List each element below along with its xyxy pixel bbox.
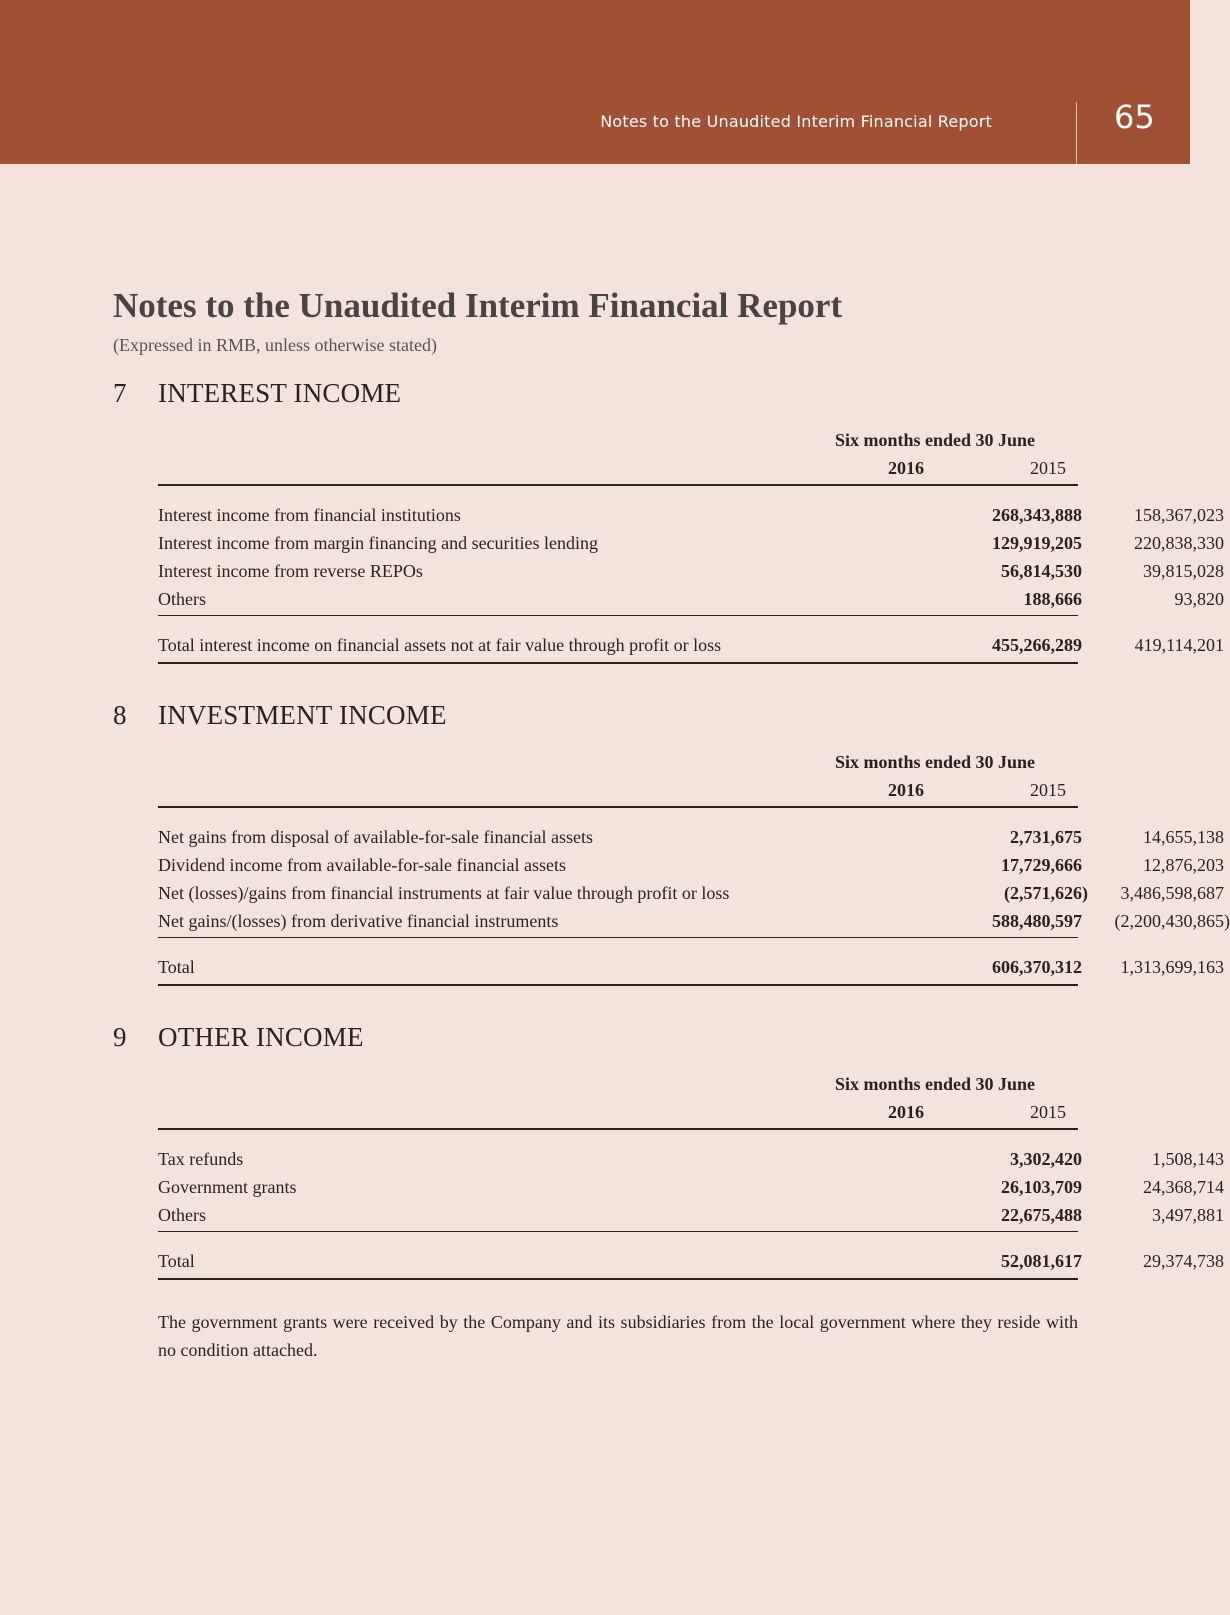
subtotal-rule	[158, 615, 1078, 616]
row-label: Others	[158, 589, 206, 609]
value-2015: (2,200,430,865)	[1114, 911, 1230, 931]
year-header-current: 2016	[888, 1102, 924, 1122]
section-title: INTEREST INCOME	[158, 378, 402, 408]
row-label: Dividend income from available-for-sale financial assets	[158, 855, 566, 875]
row-label: Others	[158, 1205, 206, 1225]
page-number: 65	[1114, 98, 1155, 136]
table-row	[158, 505, 1224, 533]
year-header-prior: 2015	[1030, 1102, 1066, 1122]
header-band	[0, 0, 1190, 164]
value-2015: 419,114,201	[1134, 635, 1224, 655]
total-rule	[158, 1278, 1078, 1280]
row-label: Total	[158, 957, 195, 977]
value-2015: 3,497,881	[1152, 1205, 1224, 1225]
value-2015: 1,508,143	[1152, 1149, 1224, 1169]
total-row	[158, 957, 1224, 985]
row-label: Interest income from reverse REPOs	[158, 561, 423, 581]
value-2015: 1,313,699,163	[1120, 957, 1224, 977]
value-2016: 268,343,888	[992, 505, 1082, 525]
page-title: Notes to the Unaudited Interim Financial Report	[113, 286, 843, 325]
value-2015: 12,876,203	[1143, 855, 1224, 875]
value-2016: 26,103,709	[1001, 1177, 1082, 1197]
value-2015: 24,368,714	[1143, 1177, 1224, 1197]
total-rule	[158, 662, 1078, 664]
table-rule	[158, 1128, 1078, 1130]
section-number: 7	[113, 378, 127, 408]
year-header-current: 2016	[888, 780, 924, 800]
value-2016: 588,480,597	[992, 911, 1082, 931]
row-label: Interest income from financial institutions	[158, 505, 461, 525]
section-number: 8	[113, 700, 127, 730]
row-label: Net (losses)/gains from financial instruments at fair value through profit or loss	[158, 883, 730, 903]
subtotal-rule	[158, 1231, 1078, 1232]
value-2015: 14,655,138	[1143, 827, 1224, 847]
row-label: Government grants	[158, 1177, 297, 1197]
header-divider	[1076, 102, 1077, 164]
table-row	[158, 827, 1224, 855]
year-header-current: 2016	[888, 458, 924, 478]
row-label: Total interest income on financial assets not at fair value through profit or loss	[158, 635, 722, 655]
section-number: 9	[113, 1022, 127, 1052]
row-label: Net gains from disposal of available-for-sale financial assets	[158, 827, 593, 847]
period-header: Six months ended 30 June	[834, 430, 1036, 450]
period-header: Six months ended 30 June	[834, 1074, 1036, 1094]
value-2015: 158,367,023	[1134, 505, 1224, 525]
table-row	[158, 1177, 1224, 1205]
value-2015: 220,838,330	[1134, 533, 1224, 553]
value-2016: 56,814,530	[1001, 561, 1082, 581]
page-subtitle: (Expressed in RMB, unless otherwise stated)	[113, 335, 437, 355]
value-2016: 17,729,666	[1001, 855, 1082, 875]
table-row	[158, 1149, 1224, 1177]
table-row	[158, 883, 1224, 911]
row-label: Total	[158, 1251, 195, 1271]
table-row	[158, 1205, 1224, 1233]
row-label: Interest income from margin financing and securities lending	[158, 533, 599, 553]
value-2016: 455,266,289	[992, 635, 1082, 655]
row-label: Net gains/(losses) from derivative financial instruments	[158, 911, 559, 931]
value-2016: (2,571,626)	[1004, 883, 1088, 903]
value-2016: 188,666	[1023, 589, 1082, 609]
table-row	[158, 911, 1230, 939]
value-2016: 22,675,488	[1001, 1205, 1082, 1225]
table-row	[158, 533, 1224, 561]
total-row	[158, 1251, 1224, 1279]
table-row	[158, 855, 1224, 883]
year-header-prior: 2015	[1030, 780, 1066, 800]
table-row	[158, 589, 1224, 617]
value-2015: 29,374,738	[1143, 1251, 1224, 1271]
table-rule	[158, 806, 1078, 808]
value-2016: 3,302,420	[1010, 1149, 1082, 1169]
value-2016: 606,370,312	[992, 957, 1082, 977]
subtotal-rule	[158, 937, 1078, 938]
period-header: Six months ended 30 June	[834, 752, 1036, 772]
year-header-prior: 2015	[1030, 458, 1066, 478]
value-2015: 3,486,598,687	[1120, 883, 1224, 903]
value-2016: 52,081,617	[1001, 1251, 1082, 1271]
row-label: Tax refunds	[158, 1149, 244, 1169]
note-paragraph: The government grants were received by the Company and its subsidiaries from the local government where they reside with no condition attached.	[158, 1312, 1078, 1360]
value-2016: 2,731,675	[1010, 827, 1082, 847]
total-row	[158, 635, 1224, 663]
table-rule	[158, 484, 1078, 486]
section-title: INVESTMENT INCOME	[158, 700, 447, 730]
value-2015: 39,815,028	[1143, 561, 1224, 581]
total-rule	[158, 984, 1078, 986]
value-2016: 129,919,205	[992, 533, 1082, 553]
running-header-title: Notes to the Unaudited Interim Financial Report	[600, 112, 992, 131]
value-2015: 93,820	[1174, 589, 1224, 609]
section-title: OTHER INCOME	[158, 1022, 364, 1052]
table-row	[158, 561, 1224, 589]
